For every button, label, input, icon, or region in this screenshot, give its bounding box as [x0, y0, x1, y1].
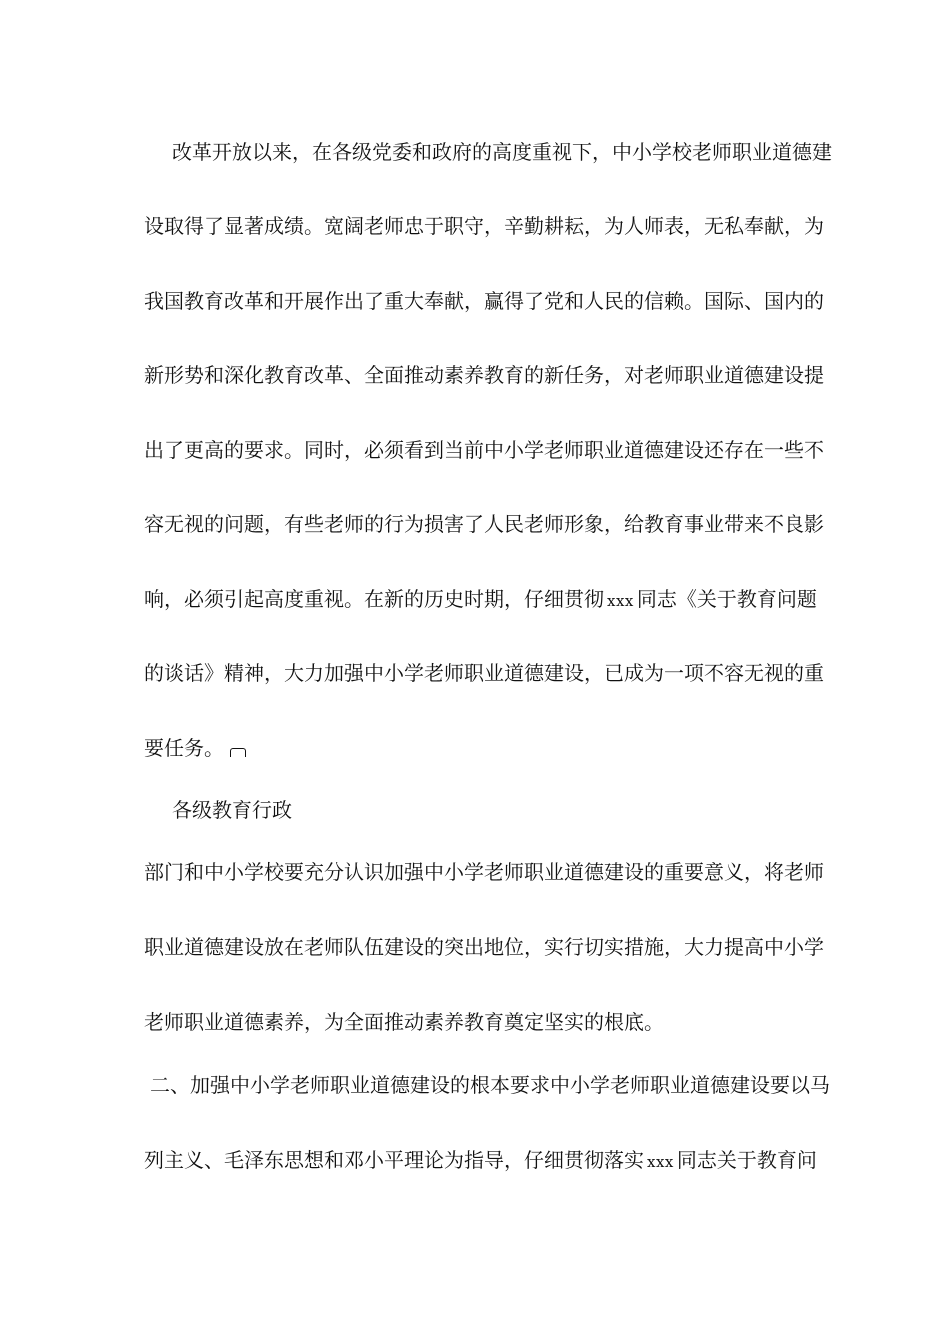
paragraph-1-line-2: 设取得了显著成绩。宽阔老师忠于职守，辛勤耕耘，为人师表，无私奉献，为	[144, 214, 824, 238]
paragraph-2-line-1: 部门和中小学校要充分认识加强中小学老师职业道德建设的重要意义，将老师	[144, 860, 824, 884]
paragraph-1-line-5: 出了更高的要求。同时，必须看到当前中小学老师职业道德建设还存在一些不	[144, 438, 824, 462]
paragraph-3-line-2	[144, 1148, 817, 1174]
paragraph-1-line-1: 改革开放以来，在各级党委和政府的高度重视下，中小学校老师职业道德建	[172, 140, 832, 164]
paragraph-2-line-2: 职业道德建设放在老师队伍建设的突出地位，实行切实措施，大力提高中小学	[144, 935, 824, 959]
paragraph-3-line-2-start: 列主义、毛泽东思想和邓小平理论为指导，仔细贯彻落实	[144, 1148, 644, 1172]
line-7-text-start: 响，必须引起高度重视。在新的历史时期，仔细贯彻	[144, 587, 604, 611]
paragraph-2-line-3: 老师职业道德素养，为全面推动素养教育奠定坚实的根底。	[144, 1010, 664, 1034]
paragraph-1-line-4: 新形势和深化教育改革、全面推动素养教育的新任务，对老师职业道德建设提	[144, 363, 824, 387]
line-7-text-end: 同志《关于教育问题	[636, 587, 817, 611]
paragraph-1-line-7	[144, 587, 817, 613]
paragraph-3-line-2-end: 同志关于教育问	[676, 1148, 817, 1172]
placeholder-name: xxx	[607, 592, 634, 610]
section-two-heading-line: 二、加强中小学老师职业道德建设的根本要求中小学老师职业道德建设要以马	[150, 1073, 830, 1097]
paragraph-1-line-3: 我国教育改革和开展作出了重大奉献，赢得了党和人民的信赖。国际、国内的	[144, 289, 824, 313]
section-mark-icon	[228, 743, 246, 759]
paragraph-1-line-8: 的谈话》精神，大力加强中小学老师职业道德建设，已成为一项不容无视的重	[144, 661, 824, 685]
paragraph-1-line-9	[144, 736, 246, 760]
paragraph-1-line-6: 容无视的问题，有些老师的行为损害了人民老师形象，给教育事业带来不良影	[144, 512, 824, 536]
paragraph-2-first-line: 各级教育行政	[172, 798, 292, 822]
line-9-text: 要任务。	[144, 736, 224, 760]
placeholder-name: xxx	[647, 1153, 674, 1171]
